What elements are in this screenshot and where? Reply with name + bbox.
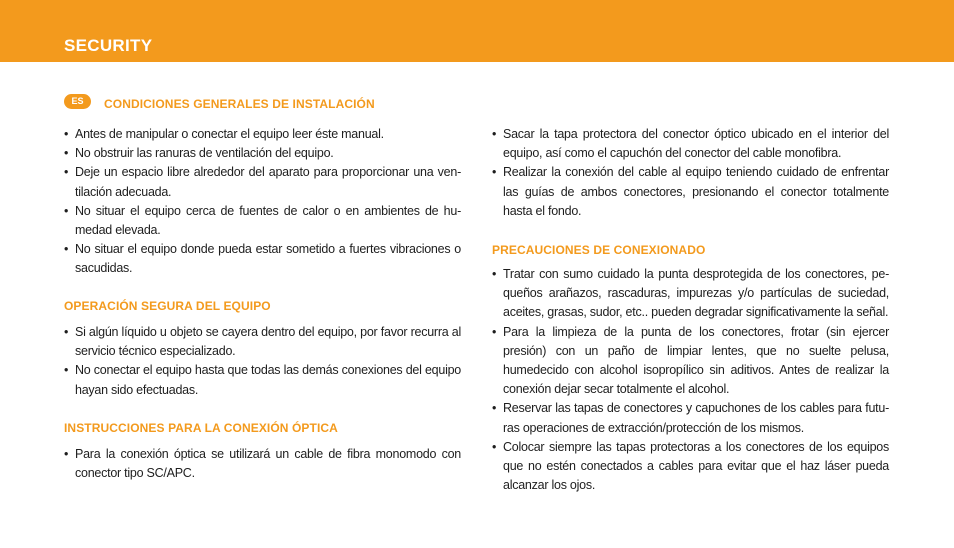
section-heading-connection-precautions: PRECAUCIONES DE CONEXIONADO <box>492 243 706 257</box>
optical-connection-list <box>64 445 461 483</box>
page-title: SECURITY <box>64 36 153 55</box>
list-item: • No situar el equipo cerca de fuentes de calor o en ambientes de hu-medad elevada. <box>64 202 461 240</box>
connection-precautions-list <box>492 265 889 495</box>
list-item: • Para la limpieza de la punta de los conectores, frotar (sin ejercer presión) con un paño de limpiar lentes, que no suelte pelusa, humedecido con alcohol isopropílico sin aditivos. Antes de realizar la conexión dejar secar totalmente el alcohol. <box>492 323 889 400</box>
section-heading-safe-operation: OPERACIÓN SEGURA DEL EQUIPO <box>64 299 271 313</box>
list-item: • Deje un espacio libre alrededor del aparato para proporcionar una ven-tilación adecuada. <box>64 163 461 201</box>
page-header <box>0 0 954 62</box>
list-item: • Si algún líquido u objeto se cayera dentro del equipo, por favor recurra al servicio técnico especializado. <box>64 323 461 361</box>
section-heading-installation: CONDICIONES GENERALES DE INSTALACIÓN <box>104 97 375 111</box>
list-item: • Colocar siempre las tapas protectoras a los conectores de los equipos que no estén conectados a cables para evitar que el haz láser pueda alcanzar los ojos. <box>492 438 889 496</box>
list-item: • Realizar la conexión del cable al equipo teniendo cuidado de enfrentar las guías de ambos conectores, presionando el conector totalmente hasta el fondo. <box>492 163 889 221</box>
language-badge: ES <box>64 94 91 109</box>
list-item: • Reservar las tapas de conectores y capuchones de los cables para futu-ras operaciones de extracción/protección de los mismos. <box>492 399 889 437</box>
safe-operation-list <box>64 323 461 400</box>
list-item: • No obstruir las ranuras de ventilación del equipo. <box>64 144 461 163</box>
list-item: • Sacar la tapa protectora del conector óptico ubicado en el interior del equipo, así como el capuchón del conector del cable monofibra. <box>492 125 889 163</box>
section-heading-optical-connection: INSTRUCCIONES PARA LA CONEXIÓN ÓPTICA <box>64 421 338 435</box>
list-item: • No conectar el equipo hasta que todas las demás conexiones del equipo hayan sido efectuadas. <box>64 361 461 399</box>
list-item: • No situar el equipo donde pueda estar sometido a fuertes vibraciones o sacudidas. <box>64 240 461 278</box>
optical-connection-steps-list <box>492 125 889 221</box>
list-item: • Tratar con sumo cuidado la punta desprotegida de los conectores, pe-queños arañazos, rascaduras, impurezas y/o partículas de suciedad, aceites, grasas, sudor, etc.. pueden degradar significativamente la señal. <box>492 265 889 323</box>
list-item: • Antes de manipular o conectar el equipo leer éste manual. <box>64 125 461 144</box>
installation-list <box>64 125 461 279</box>
list-item: • Para la conexión óptica se utilizará un cable de fibra monomodo con conector tipo SC/APC. <box>64 445 461 483</box>
